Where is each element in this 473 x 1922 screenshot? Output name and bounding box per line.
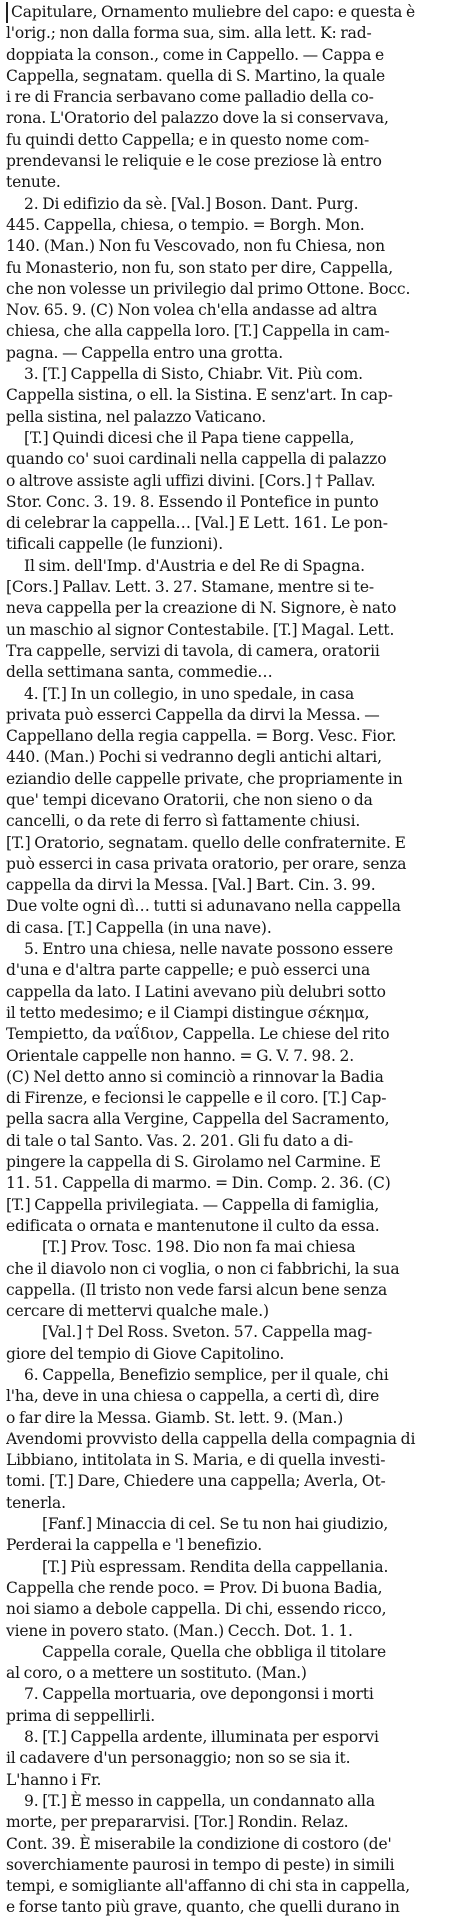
text-line: edificata o ornata e mantenutone il culto da essa. [6,1216,380,1235]
text-line: 440. (Man.) Pochi si vedranno degli antichi altari, [6,748,382,767]
text-line: cancelli, o da rete di ferro sì fattamente chiusi. [6,812,361,831]
text-line: d'una e d'altra parte cappelle; e può esserci una [6,961,371,980]
text-line: che non volesse un privilegio dal primo Ottone. Bocc. [6,279,411,298]
text-line: pella sistina, nel palazzo Vaticano. [6,407,266,426]
text-line: rona. L'Oratorio del palazzo dove la si conservava, [6,109,389,128]
text-line: tenute. [6,173,61,192]
text-line: prima di seppellirli. [6,1706,156,1725]
text-line: que' tempi dicevano Oratorii, che non sieno o da [6,790,373,809]
text-line: [Fanf.] Minaccia di cel. Se tu non hai giudizio, [42,1515,389,1534]
text-line: il tetto medesimo; e il Ciampi distingue σέκημα, [6,1003,370,1022]
text-line: [Cors.] Pallav. Lett. 3. 27. Stamane, mentre si te- [6,578,374,597]
text-line: e forse tanto più grave, quanto, che quelli durano in [6,1898,400,1917]
text-line: Cappellano della regia cappella. = Borg. Vesc. Fior. [6,727,397,746]
text-line: morte, per prepararvisi. [Tor.] Rondin. Relaz. [6,1813,349,1832]
text-line: tempi, e somigliante all'affanno di chi sta in cappella, [6,1877,411,1896]
text-line: della settimana santa, commedie… [6,663,273,682]
text-line: [T.] Più espressam. Rendita della cappellania. [42,1557,389,1576]
text-line: fu Monasterio, non fu, son stato per dire, Cappella, [6,258,394,277]
text-line: pingere la cappella di S. Girolamo nel Carmine. E [6,1153,381,1172]
text-line: quando co' suoi cardinali nella cappella di palazzo [6,450,387,469]
text-line: [Val.] † Del Ross. Sveton. 57. Cappella mag- [42,1323,373,1342]
text-line: 5. Entro una chiesa, nelle navate possono essere [24,940,393,959]
text-line: al coro, o a mettere un sostituto. (Man.) [6,1664,307,1683]
text-line: cappella da dirvi la Messa. [Val.] Bart. Cin. 3. 99. [6,876,376,895]
text-line: un maschio al signor Contestabile. [T.] Magal. Lett. [6,620,395,639]
text-line: cercare di mettervi qualche male.) [6,1302,269,1321]
text-line: Nov. 65. 9. (C) Non volea ch'ella andasse ad altra [6,301,378,320]
text-line: 445. Cappella, chiesa, o tempio. = Borgh. Mon. [6,215,365,234]
text-line: tomi. [T.] Dare, Chiedere una cappella; Averla, Ot- [6,1472,386,1491]
text-line: Tempietto, da ναΐδιον, Cappella. Le chiese del rito [6,1025,390,1044]
text-line: [T.] Quindi dicesi che il Papa tiene cappella, [24,428,355,447]
text-line: Tra cappelle, servizi di tavola, di camera, oratorii [6,641,380,660]
text-line: viene in povero stato. (Man.) Cecch. Dot. 1. 1. [6,1621,353,1640]
text-line: di celebrar la cappella… [Val.] E Lett. 161. Le pon- [6,514,388,533]
dictionary-column [6,2,468,1920]
text-line: noi siamo a debole cappella. Di chi, essendo ricco, [6,1600,387,1619]
text-line: di tale o tal Santo. Vas. 2. 201. Gli fu dato a di- [6,1131,354,1150]
text-line: Cappella, segnatam. quella di S. Martino, la quale [6,66,386,85]
text-line: giore del tempio di Giove Capitolino. [6,1344,285,1363]
text-line: Perderai la cappella e 'l benefizio. [6,1536,262,1555]
text-line: [T.] Prov. Tosc. 198. Dio non fa mai chiesa [42,1238,356,1257]
text-line: l'ha, deve in una chiesa o cappella, a certi dì, dire [6,1387,380,1406]
text-line: 140. (Man.) Non fu Vescovado, non fu Chiesa, non [6,237,385,256]
text-line: cappella. (Il tristo non vede farsi alcun bene senza [6,1280,388,1299]
text-line: 2. Di edifizio da sè. [Val.] Boson. Dant. Purg. [24,194,359,213]
text-line: che il diavolo non ci voglia, o non ci fabbrichi, la sua [6,1259,400,1278]
text-line: 6. Cappella, Benefizio semplice, per il quale, chi [24,1366,389,1384]
text-line: Cappella corale, Quella che obbliga il titolare [42,1642,387,1661]
text-line: 11. 51. Cappella di marmo. = Din. Comp. 2. 36. (C) [6,1174,391,1193]
text-line: soverchiamente paurosi in tempo di peste) in simili [6,1855,395,1874]
text-line: Cappella che rende poco. = Prov. Di buona Badia, [6,1578,383,1597]
text-line: pagna. — Cappella entro una grotta. [6,343,284,362]
text-line: privata può esserci Cappella da dirvi la Messa. — [6,705,380,724]
text-line: 7. Cappella mortuaria, ove depongonsi i morti [24,1685,374,1704]
text-line: tificali cappelle (le funzioni). [6,535,223,554]
text-line: Cappella sistina, o ell. la Sistina. E senz'art. In cap- [6,386,393,405]
text-line: 3. [T.] Cappella di Sisto, Chiabr. Vit. Più com. [24,365,363,384]
text-line: Orientale cappelle non hanno. = G. V. 7. 98. 2. [6,1046,355,1065]
text-line: [T.] Oratorio, segnatam. quello delle confraternite. E [6,833,406,852]
text-line: prendevansi le reliquie e le cose preziose là entro [6,152,382,171]
text-line: cappella da lato. I Latini avevano più delubri sotto [6,982,386,1001]
text-line: (C) Nel detto anno si cominciò a rinnovar la Badia [6,1067,384,1086]
text-line: il cadavere d'un personaggio; non so se sia it. [6,1749,351,1768]
text-line: Cont. 39. È miserabile la condizione di costoro (de' [6,1834,392,1853]
text-line: Stor. Conc. 3. 19. 8. Essendo il Pontefice in punto [6,492,379,511]
text-line: Libbiano, intitolata in S. Maria, e di quella investi- [6,1451,386,1470]
text-line: o far dire la Messa. Giamb. St. lett. 9. (Man.) [6,1408,344,1427]
text-line: di Firenze, e fecionsi le cappelle e il coro. [T.] Cap- [6,1089,387,1108]
text-line: neva cappella per la creazione di N. Signore, è nato [6,599,397,618]
text-line: può esserci in casa privata oratorio, per orare, senza [6,854,407,873]
text-line: doppiata la conson., come in Cappello. — Cappa e [6,45,384,64]
text-line: fu quindi detto Cappella; e in questo nome com- [6,130,370,149]
text-line: chiesa, che alla cappella loro. [T.] Cappella in cam- [6,322,390,341]
text-line: L'hanno i Fr. [6,1770,102,1789]
text-line: Avendomi provvisto della cappella della compagnia di [6,1429,416,1448]
text-line: [T.] Cappella privilegiata. — Cappella di famiglia, [6,1195,380,1214]
text-line: tenerla. [6,1493,66,1512]
text-line: 4. [T.] In un collegio, in uno spedale, in casa [24,684,355,703]
text-line: pella sacra alla Vergine, Cappella del Sacramento, [6,1110,390,1129]
text-line: o altrove assiste agli uffizi divini. [Cors.] † Pallav. [6,471,376,490]
text-line: 9. [T.] È messo in cappella, un condannato alla [24,1791,375,1810]
text-line: Il sim. dell'Imp. d'Austria e del Re di Spagna. [24,556,365,575]
text-line: 8. [T.] Cappella ardente, illuminata per esporvi [24,1728,379,1747]
text-line: Due volte ogni dì… tutti si adunavano nella cappella [6,897,401,916]
text-line: eziandio delle cappelle private, che propriamente in [6,769,403,788]
text-line: l'orig.; non dalla forma sua, sim. alla lett. K: rad- [6,24,372,43]
text-line: di casa. [T.] Cappella (in una nave). [6,918,272,937]
text-line: i re di Francia serbavano come palladio della co- [6,88,374,107]
text-line: Capitulare, Ornamento muliebre del capo: e questa è [6,2,468,23]
